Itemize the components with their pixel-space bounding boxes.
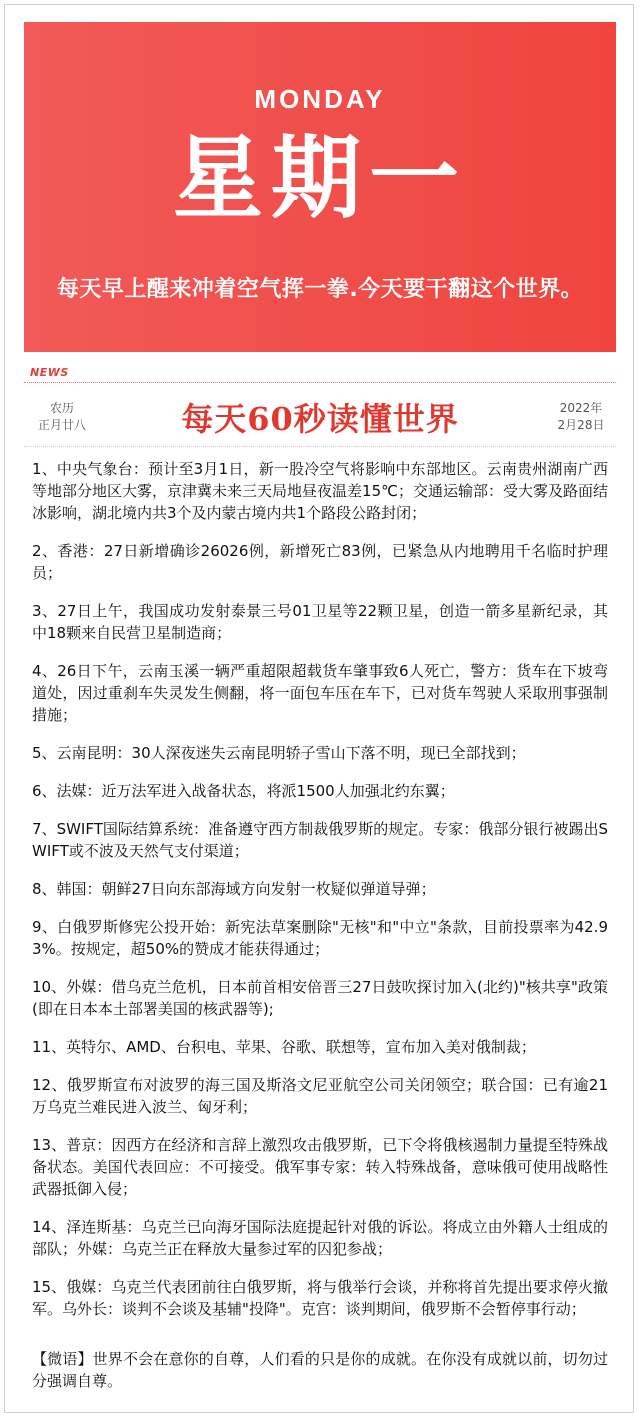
news-item: 9、白俄罗斯修宪公投开始：新宪法草案删除"无核"和"中立"条款，目前投票率为42.93%。按规定，超50%的赞成才能获得通过； — [32, 918, 608, 958]
news-item: 8、韩国：朝鲜27日向东部海域方向发射一枚疑似弹道导弹； — [32, 880, 436, 898]
date-day: 2月28日 — [557, 418, 605, 432]
lunar-label: 农历 — [49, 401, 74, 415]
news-item: 12、俄罗斯宣布对波罗的海三国及斯洛文尼亚航空公司关闭领空；联合国：已有逾21万乌克兰难民进入波兰、匈牙利； — [32, 1076, 608, 1116]
news-item: 13、普京：因西方在经济和言辞上激烈攻击俄罗斯，已下令将俄核遏制力量提至特殊战备状态。美国代表回应：不可接受。俄军事专家：转入特殊战备，意味俄可使用战略性武器抵御入侵； — [32, 1136, 608, 1198]
divider-mid — [24, 446, 616, 447]
date-year: 2022年 — [559, 401, 603, 415]
news-item: 5、云南昆明：30人深夜迷失云南昆明轿子雪山下落不明，现已全部找到； — [32, 744, 526, 762]
news-item: 15、俄媒：乌克兰代表团前往白俄罗斯，将与俄举行会谈，并称将首先提出要求停火撤军。乌外长：谈判不会谈及基辅"投降"。克宫：谈判期间，俄罗斯不会暂停事行动； — [32, 1278, 608, 1318]
news-label: NEWS — [30, 366, 69, 379]
lunar-day: 正月廿八 — [37, 418, 86, 432]
news-item: 11、英特尔、AMD、台积电、苹果、谷歌、联想等，宣布加入美对俄制裁； — [32, 1038, 536, 1056]
news-item: 4、26日下午，云南玉溪一辆严重超限超载货车肇事致6人死亡，警方：货车在下坡弯道处，因过重刹车失灵发生侧翻，将一面包车压在车下，已对货车驾驶人采取刑事强制措施； — [32, 662, 608, 724]
headline: 每天60秒读懂世界 — [181, 400, 459, 438]
news-list — [32, 458, 608, 1336]
slogan: 每天早上醒来冲着空气挥一拳.今天要干翻这个世界。 — [56, 277, 584, 302]
lunar-date — [32, 400, 92, 434]
news-item: 6、法媒：近万法军进入战备状态，将派1500人加强北约东翼； — [32, 782, 455, 800]
news-item: 14、泽连斯基：乌克兰已向海牙国际法庭提起针对俄的诉讼。将成立由外籍人士组成的部队；外媒：乌克兰正在释放大量参过军的囚犯参战； — [32, 1218, 608, 1258]
daily-quote: 【微语】世界不会在意你的自尊，人们看的只是你的成就。在你没有成就以前，切勿过分强调自尊。 — [32, 1350, 608, 1390]
news-item: 3、27日上午，我国成功发射泰景三号01卫星等22颗卫星，创造一箭多星新纪录，其中18颗来自民营卫星制造商； — [32, 602, 608, 642]
header-banner — [24, 22, 616, 352]
news-item: 2、香港：27日新增确诊26026例，新增死亡83例，已紧急从内地聘用千名临时护理员； — [32, 542, 608, 582]
english-day: MONDAY — [254, 84, 386, 114]
divider-top — [24, 382, 616, 383]
news-item: 7、SWIFT国际结算系统：准备遵守西方制裁俄罗斯的规定。专家：俄部分银行被踢出SWIFT或不波及天然气支付渠道； — [32, 820, 608, 860]
solar-date — [548, 400, 614, 434]
news-item: 1、中央气象台：预计至3月1日，新一股冷空气将影响中东部地区。云南贵州湖南广西等地部分地区大雾，京津冀未来三天局地昼夜温差15℃；交通运输部：受大雾及路面结冰影响，湖北境内共3个及内蒙古境内共1个路段公路封闭； — [32, 460, 608, 522]
news-item: 10、外媒：借乌克兰危机，日本前首相安倍晋三27日鼓吹探讨加入(北约)"核共享"政策(即在日本本土部署美国的核武器等); — [32, 978, 608, 1018]
weekday-title: 星期一 — [173, 126, 467, 231]
